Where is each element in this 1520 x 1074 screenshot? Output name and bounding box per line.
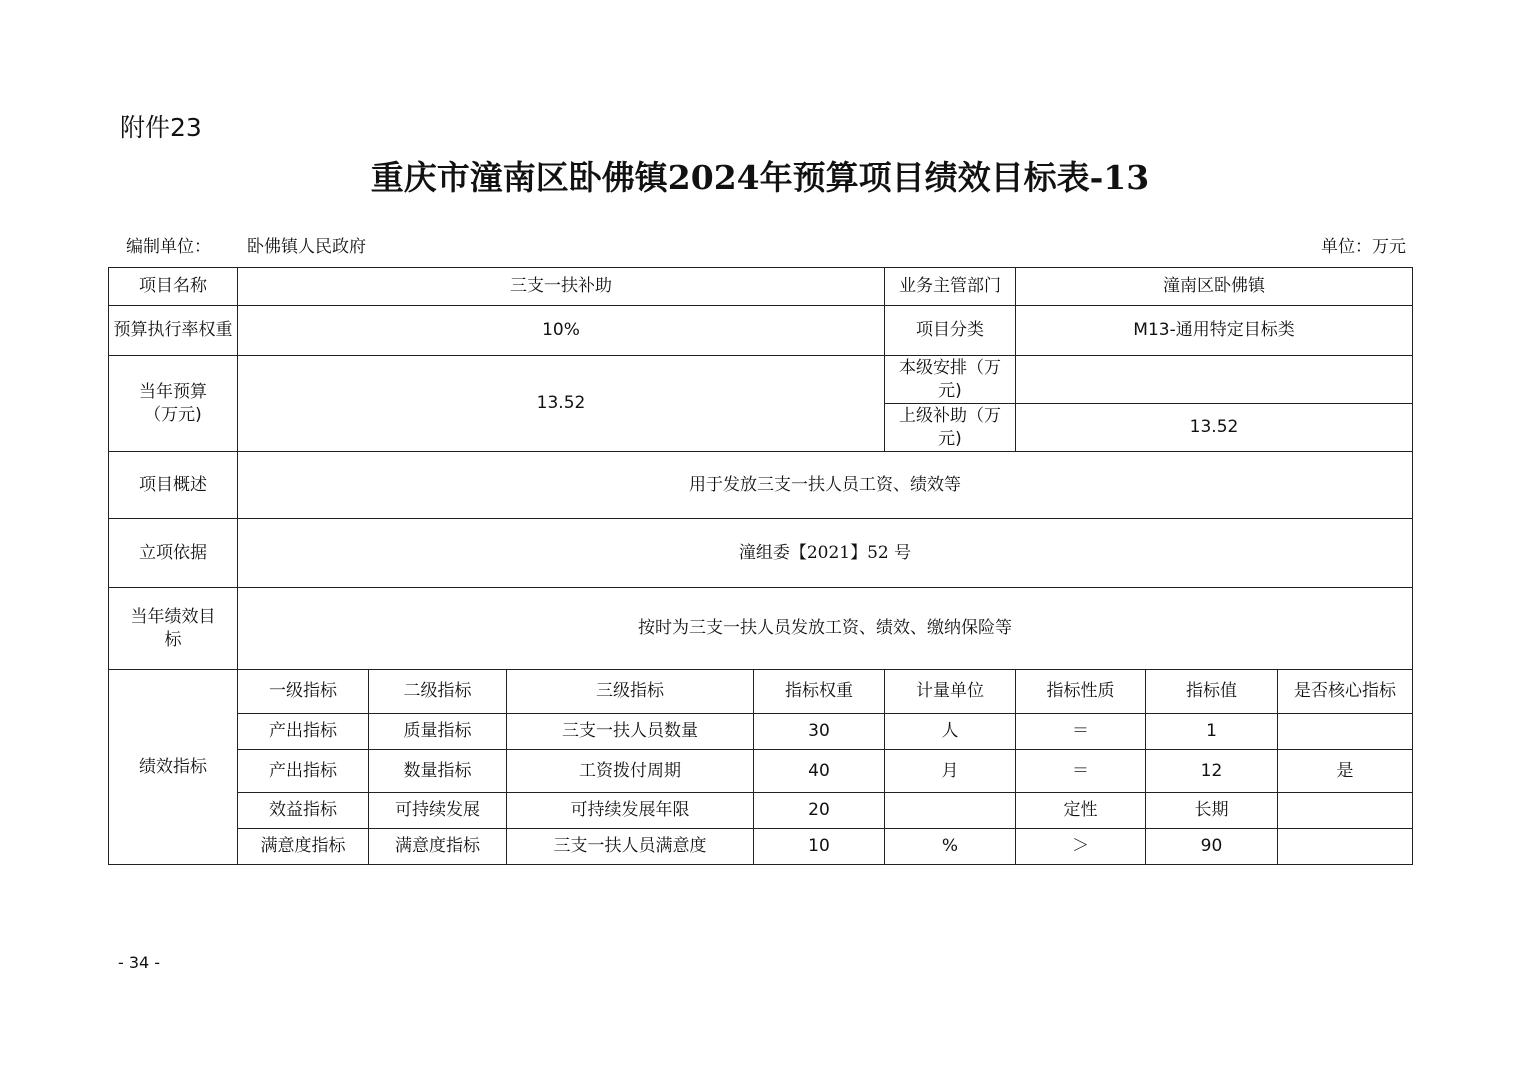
indicator-cell <box>1278 829 1413 865</box>
budget-value: 13.52 <box>238 356 885 452</box>
indicator-header: 指标值 <box>1146 670 1278 714</box>
performance-target-table <box>108 267 1413 865</box>
indicator-header: 三级指标 <box>507 670 754 714</box>
category-label: 项目分类 <box>885 306 1016 356</box>
indicator-cell: 定性 <box>1016 793 1146 829</box>
indicator-header: 一级指标 <box>238 670 369 714</box>
indicator-cell: 月 <box>885 750 1016 793</box>
indicator-row <box>109 714 1413 750</box>
indicator-cell: 数量指标 <box>369 750 507 793</box>
currency-unit: 单位：万元 <box>1321 237 1406 257</box>
indicator-header-row <box>109 670 1413 714</box>
indicator-cell: 人 <box>885 714 1016 750</box>
indicators-label: 绩效指标 <box>109 670 238 865</box>
indicator-cell: ＝ <box>1016 750 1146 793</box>
row-project-name <box>109 268 1413 306</box>
indicator-cell: ＞ <box>1016 829 1146 865</box>
indicator-cell: 40 <box>754 750 885 793</box>
indicator-header: 计量单位 <box>885 670 1016 714</box>
basis-label: 立项依据 <box>109 519 238 588</box>
indicator-cell: 满意度指标 <box>369 829 507 865</box>
indicator-cell: 可持续发展 <box>369 793 507 829</box>
indicator-cell <box>1278 714 1413 750</box>
indicator-header: 指标性质 <box>1016 670 1146 714</box>
dept-label: 业务主管部门 <box>885 268 1016 306</box>
indicator-cell: 是 <box>1278 750 1413 793</box>
project-name-value: 三支一扶补助 <box>238 268 885 306</box>
upper-label: 上级补助（万元) <box>885 404 1016 452</box>
page-number: - 34 - <box>118 953 161 972</box>
basis-value: 潼组委【2021】52 号 <box>238 519 1413 588</box>
row-basis <box>109 519 1413 588</box>
indicator-cell: 10 <box>754 829 885 865</box>
indicator-cell: 20 <box>754 793 885 829</box>
budget-label: 当年预算（万元) <box>109 356 238 452</box>
indicator-cell: 产出指标 <box>238 714 369 750</box>
category-value: M13-通用特定目标类 <box>1016 306 1413 356</box>
indicator-cell <box>885 793 1016 829</box>
indicator-cell: 1 <box>1146 714 1278 750</box>
indicator-cell: 满意度指标 <box>238 829 369 865</box>
indicator-cell <box>1278 793 1413 829</box>
indicator-row <box>109 750 1413 793</box>
indicator-cell: % <box>885 829 1016 865</box>
row-overview <box>109 452 1413 519</box>
indicator-cell: 工资拨付周期 <box>507 750 754 793</box>
indicator-cell: ＝ <box>1016 714 1146 750</box>
compiling-unit-label: 编制单位： <box>126 237 211 257</box>
indicator-cell: 产出指标 <box>238 750 369 793</box>
exec-weight-label: 预算执行率权重 <box>109 306 238 356</box>
indicator-cell: 三支一扶人员满意度 <box>507 829 754 865</box>
indicator-header: 指标权重 <box>754 670 885 714</box>
goal-value: 按时为三支一扶人员发放工资、绩效、缴纳保险等 <box>238 588 1413 670</box>
compiling-unit-name: 卧佛镇人民政府 <box>247 237 366 257</box>
attachment-label: 附件23 <box>120 113 202 142</box>
indicator-cell: 效益指标 <box>238 793 369 829</box>
row-goal <box>109 588 1413 670</box>
document-title: 重庆市潼南区卧佛镇2024年预算项目绩效目标表-13 <box>370 158 1150 197</box>
row-budget-local <box>109 356 1413 404</box>
indicator-header: 二级指标 <box>369 670 507 714</box>
overview-label: 项目概述 <box>109 452 238 519</box>
indicator-cell: 12 <box>1146 750 1278 793</box>
indicator-row <box>109 829 1413 865</box>
indicator-cell: 三支一扶人员数量 <box>507 714 754 750</box>
indicator-cell: 长期 <box>1146 793 1278 829</box>
exec-weight-value: 10% <box>238 306 885 356</box>
local-value <box>1016 356 1413 404</box>
indicator-cell: 质量指标 <box>369 714 507 750</box>
row-exec-weight <box>109 306 1413 356</box>
indicator-cell: 30 <box>754 714 885 750</box>
project-name-label: 项目名称 <box>109 268 238 306</box>
indicator-header: 是否核心指标 <box>1278 670 1413 714</box>
overview-value: 用于发放三支一扶人员工资、绩效等 <box>238 452 1413 519</box>
dept-value: 潼南区卧佛镇 <box>1016 268 1413 306</box>
indicator-row <box>109 793 1413 829</box>
compiling-unit <box>126 232 366 257</box>
indicator-cell: 可持续发展年限 <box>507 793 754 829</box>
indicator-cell: 90 <box>1146 829 1278 865</box>
goal-label: 当年绩效目标 <box>109 588 238 670</box>
upper-value: 13.52 <box>1016 404 1413 452</box>
local-label: 本级安排（万元) <box>885 356 1016 404</box>
